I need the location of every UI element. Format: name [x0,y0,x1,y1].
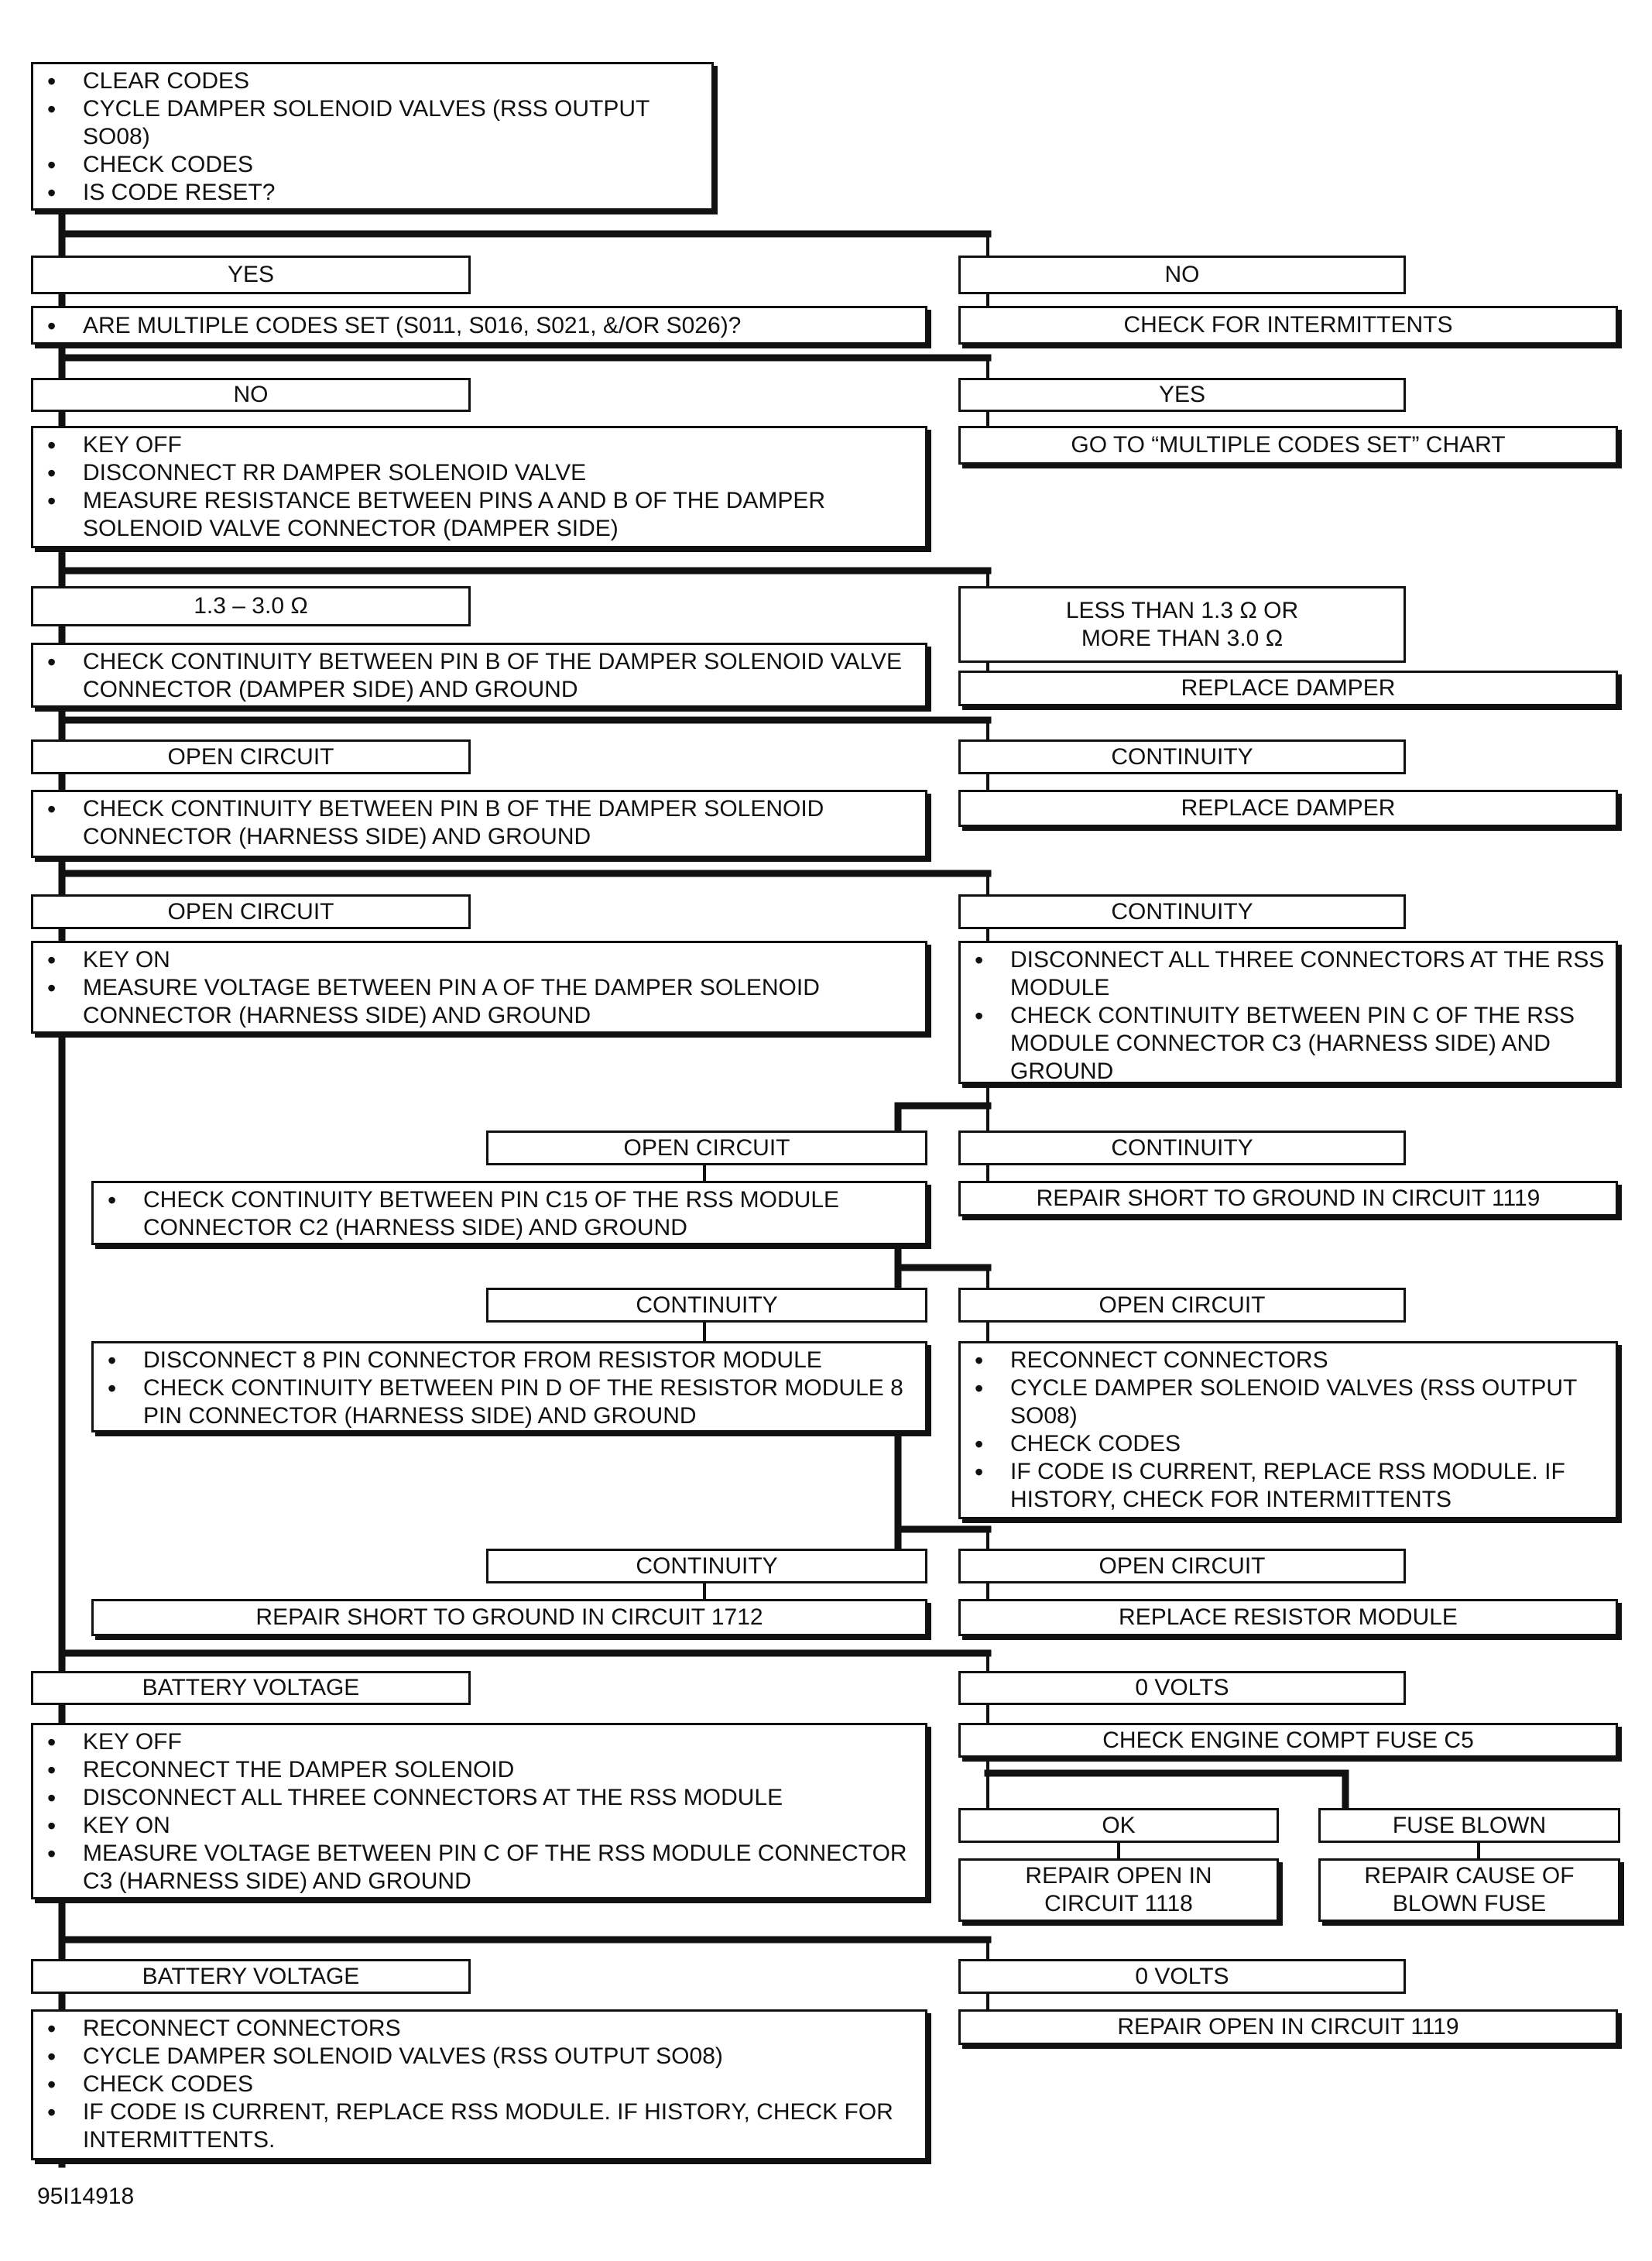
result-replace-resistor-module: REPLACE RESISTOR MODULE [958,1599,1618,1636]
step-disconnect-resistor-module [91,1341,927,1432]
step-reconnect-cycle-check [958,1341,1618,1519]
label-continuity: CONTINUITY [958,1130,1406,1165]
result-replace-damper: REPLACE DAMPER [958,671,1618,706]
step-item: • IF CODE IS CURRENT, REPLACE RSS MODULE. IF HISTORY, CHECK FOR INTERMITTENTS [972,1458,1609,1514]
step-item: • ARE MULTIPLE CODES SET (S011, S016, S021, &/OR S026)? [44,312,919,340]
label-battery-voltage: BATTERY VOLTAGE [31,1671,471,1705]
step-item: • RECONNECT CONNECTORS [44,2015,919,2043]
label-battery-voltage: BATTERY VOLTAGE [31,1959,471,1994]
step-item: • MEASURE VOLTAGE BETWEEN PIN C OF THE RSS MODULE CONNECTOR C3 (HARNESS SIDE) AND GROUND [44,1840,919,1896]
step-check-continuity-pin-c15 [91,1181,927,1245]
step-item: • DISCONNECT ALL THREE CONNECTORS AT THE RSS MODULE [972,946,1609,1002]
step-measure-voltage-pin-a [31,941,927,1034]
step-check-continuity-damper-side [31,643,927,708]
label-in-range: 1.3 – 3.0 Ω [31,586,471,626]
step-item: • DISCONNECT ALL THREE CONNECTORS AT THE RSS MODULE [44,1784,919,1812]
step-item: • MEASURE VOLTAGE BETWEEN PIN A OF THE DAMPER SOLENOID CONNECTOR (HARNESS SIDE) AND GROUND [44,974,919,1030]
label-open-circuit: OPEN CIRCUIT [958,1549,1406,1583]
step-item: • IS CODE RESET? [44,179,705,207]
label-fuse-blown: FUSE BLOWN [1318,1808,1620,1843]
step-item: • MEASURE RESISTANCE BETWEEN PINS A AND B OF THE DAMPER SOLENOID VALVE CONNECTOR (DAMPER SIDE) [44,487,919,543]
step-item: • CHECK CONTINUITY BETWEEN PIN B OF THE DAMPER SOLENOID CONNECTOR (HARNESS SIDE) AND GROUND [44,795,919,851]
step-final-reconnect-cycle [31,2009,927,2160]
step-measure-resistance [31,426,927,548]
label-no: NO [958,256,1406,294]
label-zero-volts: 0 VOLTS [958,1671,1406,1705]
label-open-circuit: OPEN CIRCUIT [958,1288,1406,1323]
step-item: • CHECK CODES [44,2071,919,2098]
label-fuse-ok: OK [958,1808,1279,1843]
step-item: • CHECK CODES [44,151,705,179]
step-item: • CHECK CONTINUITY BETWEEN PIN B OF THE DAMPER SOLENOID VALVE CONNECTOR (DAMPER SIDE) AND GROUND [44,648,919,704]
step-item: • IF CODE IS CURRENT, REPLACE RSS MODULE. IF HISTORY, CHECK FOR INTERMITTENTS. [44,2098,919,2154]
step-clear-codes [31,62,714,211]
result-go-to-multiple-codes: GO TO “MULTIPLE CODES SET” CHART [958,426,1618,465]
step-item: • CYCLE DAMPER SOLENOID VALVES (RSS OUTPUT SO08) [972,1374,1609,1430]
step-item: • KEY OFF [44,1728,919,1756]
result-repair-short-1119: REPAIR SHORT TO GROUND IN CIRCUIT 1119 [958,1181,1618,1216]
label-continuity: CONTINUITY [486,1549,927,1583]
label-continuity: CONTINUITY [958,894,1406,929]
step-item: • RECONNECT CONNECTORS [972,1347,1609,1374]
step-item: • CYCLE DAMPER SOLENOID VALVES (RSS OUTPUT SO08) [44,95,705,151]
result-replace-damper: REPLACE DAMPER [958,790,1618,827]
step-item: • CHECK CONTINUITY BETWEEN PIN C OF THE RSS MODULE CONNECTOR C3 (HARNESS SIDE) AND GROUND [972,1002,1609,1086]
step-item: • CLEAR CODES [44,67,705,95]
step-measure-voltage-pin-c [31,1723,927,1899]
label-zero-volts: 0 VOLTS [958,1959,1406,1994]
step-item: • DISCONNECT 8 PIN CONNECTOR FROM RESISTOR MODULE [105,1347,919,1374]
label-out-of-range: LESS THAN 1.3 Ω OR MORE THAN 3.0 Ω [958,586,1406,663]
step-item: • CHECK CODES [972,1430,1609,1458]
step-item: • KEY ON [44,946,919,974]
step-item: • CYCLE DAMPER SOLENOID VALVES (RSS OUTPUT SO08) [44,2043,919,2071]
result-repair-open-1119: REPAIR OPEN IN CIRCUIT 1119 [958,2009,1618,2045]
step-multiple-codes [31,306,927,345]
label-open-circuit: OPEN CIRCUIT [486,1130,927,1165]
result-check-intermittents: CHECK FOR INTERMITTENTS [958,306,1618,345]
step-item: • CHECK CONTINUITY BETWEEN PIN D OF THE RESISTOR MODULE 8 PIN CONNECTOR (HARNESS SIDE) AND GROUND [105,1374,919,1430]
label-yes: YES [31,256,471,294]
label-continuity: CONTINUITY [486,1288,927,1323]
label-continuity: CONTINUITY [958,739,1406,774]
step-item: • KEY ON [44,1812,919,1840]
result-repair-short-1712: REPAIR SHORT TO GROUND IN CIRCUIT 1712 [91,1599,927,1636]
label-no: NO [31,378,471,412]
step-check-continuity-harness-side [31,790,927,858]
step-item: • KEY OFF [44,431,919,459]
label-open-circuit: OPEN CIRCUIT [31,894,471,929]
step-item: • CHECK CONTINUITY BETWEEN PIN C15 OF THE RSS MODULE CONNECTOR C2 (HARNESS SIDE) AND GROUND [105,1186,919,1242]
step-disconnect-rss-connectors [958,941,1618,1084]
label-open-circuit: OPEN CIRCUIT [31,739,471,774]
step-item: • DISCONNECT RR DAMPER SOLENOID VALVE [44,459,919,487]
step-item: • RECONNECT THE DAMPER SOLENOID [44,1756,919,1784]
figure-id: 95I14918 [37,2184,135,2209]
step-check-fuse-c5: CHECK ENGINE COMPT FUSE C5 [958,1723,1618,1758]
result-repair-open-1118: REPAIR OPEN IN CIRCUIT 1118 [958,1858,1279,1922]
label-yes: YES [958,378,1406,412]
result-repair-fuse: REPAIR CAUSE OF BLOWN FUSE [1318,1858,1620,1922]
